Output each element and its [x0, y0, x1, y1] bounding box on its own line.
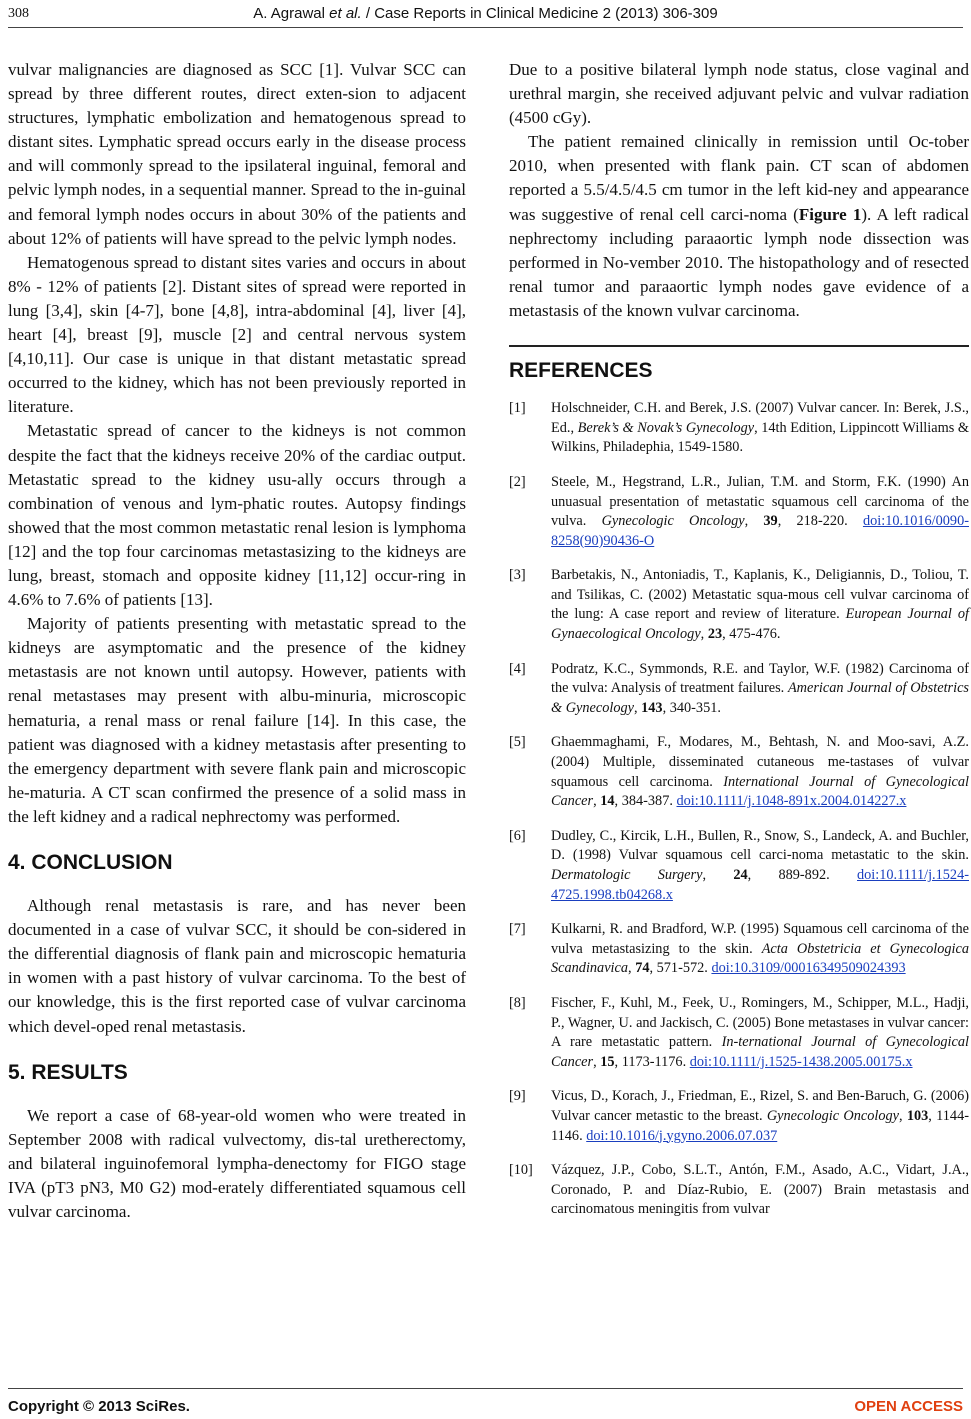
references-rule [509, 345, 969, 347]
reference-item: [5] Ghaemmaghami, F., Modares, M., Behtash, N. and Moo-savi, A.Z. (2004) Multiple, disseminated cutaneous me-tastases of vulvar squamous cell carcinoma. International Journal of Gynecological Cancer, 14, 384-387. doi:10.1111/j.1048-891x.2004.014227.x [509, 734, 970, 810]
paragraph: The patient remained clinically in remission until Oc-tober 2010, when presented with flank pain. CT scan of abdomen reported a 5.5/4.5/4.5 cm tumor in the left kid-ney and appearance was suggestive of renal cell carci-noma (Figure 1). A left radical nephrectomy including paraaortic lymph node dissection was performed in No-vember 2010. The histopathology and of resected renal tumor and paraaortic lymph nodes gave evidence of a metastasis of the known vulvar carcinoma. [509, 132, 969, 320]
section-heading-results: 5. RESULTS [8, 1060, 128, 1084]
paragraph: Hematogenous spread to distant sites varies and occurs in about 8% - 12% of patients [2]. Distant sites of spread were reported in lung [3,4], skin [4-7], bone [4,8], intra-abdominal [4], liver [4], heart [4], breast [9], muscle [2] and central nervous system [4,10,11]. Our case is unique in that distant metastatic spread occurred to the kidney, which has not been previously reported in literature. [8, 252, 466, 417]
page-header [0, 0, 971, 28]
paragraph: vulvar malignancies are diagnosed as SCC [1]. Vulvar SCC can spread by three different routes, direct exten-sion to adjacent structures, lymphatic embolization and hematogenous spread to distant sites. Lymphatic spread occurs early in the disease process and will commonly spread to the ipsilateral inguinal, femoral and pelvic lymph nodes, in a sequential manner. Spread to the in-guinal and femoral lymph nodes occurs in about 30% of the patients and about 12% of patients will have spread to the pelvic lymph nodes. [8, 60, 466, 248]
open-access-label: OPEN ACCESS [854, 1398, 963, 1415]
copyright-notice: Copyright © 2013 SciRes. [8, 1398, 190, 1415]
header-rule [8, 27, 963, 28]
reference-item: [8] Fischer, F., Kuhl, M., Feek, U., Romingers, M., Schipper, M.L., Hadji, P., Wagner, U. and Jackisch, C. (2005) Bone metastases in vulvar cancer: A rare metastatic pattern. In-ternational Journal of Gynecological Cancer, 15, 1173-1176. doi:10.1111/j.1525-1438.2005.00175.x [509, 994, 969, 1070]
doi-link[interactable]: doi:10.1111/j.1525-1438.2005.00175.x [689, 1053, 913, 1070]
paragraph: Metastatic spread of cancer to the kidneys is not common despite the fact that the kidneys receive 20% of the cardiac output. Metastatic spread to the kidney usu-ally occurs through a combination of venous and lym-phatic routes. Autopsy findings showed that the most common metastatic renal lesion is lymphoma [12] and the top four carcinomas metastasizing to the kidneys are lung, breast, stomach and opposite kidney [11,12] occur-ring in 4.6% to 7.6% of patients [13]. [8, 421, 466, 610]
reference-item: [10] Vázquez, J.P., Cobo, S.L.T., Antón, F.M., Asado, A.C., Vidart, J.A., Coronado, P. and Díaz-Rubio, E. (2007) Brain metastasis and carcinomatous meningitis from vulvar [509, 1162, 969, 1218]
running-title: A. Agrawal et al. / Case Reports in Clinical Medicine 2 (2013) 306-309 [253, 5, 718, 22]
reference-item: [3] Barbetakis, N., Antoniadis, T., Kaplanis, K., Deligiannis, D., Toliou, T. and Tsilikas, C. (2002) Metastatic squa-mous cell vulvar carcinoma of the lung: A case report and review of literature. European Journal of Gynaecological Oncology, 23, 475-476. [509, 567, 969, 643]
doi-link[interactable]: doi:10.1111/j.1048-891x.2004.014227.x [676, 793, 907, 810]
left-column [8, 58, 466, 1224]
footer-rule [8, 1388, 963, 1389]
right-column [509, 58, 969, 1235]
reference-item: [1] Holschneider, C.H. and Berek, J.S. (2007) Vulvar cancer. In: Berek, J.S., Ed., Berek’s & Novak’s Gynecology, 14th Edition, Lippincott Williams & Wilkins, Philadephia, 1549-1580. [509, 400, 969, 456]
doi-link[interactable]: doi:10.1016/j.ygyno.2006.07.037 [586, 1127, 778, 1144]
paragraph: Although renal metastasis is rare, and has never been documented in a case of vulvar SCC, it should be con-sidered in the differential diagnosis of flank pain and microscopic hematuria in women with a past history of vulvar carcinoma. To the best of our knowledge, this is the first reported case of vulvar carcinoma which devel-oped renal metastasis. [8, 896, 466, 1036]
reference-item: [9] Vicus, D., Korach, J., Friedman, E., Rizel, S. and Ben-Baruch, G. (2006) Vulvar cancer metastic to the breast. Gynecologic Oncology, 103, 1144-1146. doi:10.1016/j.ygyno.2006.07.037 [509, 1088, 969, 1144]
paragraph: Due to a positive bilateral lymph node status, close vaginal and urethral margin, she received adjuvant pelvic and vulvar radiation (4500 cGy). [509, 60, 969, 128]
section-heading-conclusion: 4. CONCLUSION [8, 851, 173, 874]
reference-item: [2] Steele, M., Hegstrand, L.R., Julian, T.M. and Storm, F.K. (1990) An unuasual presentation of metastatic squamous cell carcinoma of the vulva. Gynecologic Oncology, 39, 218-220. doi:10.1016/0090-8258(90)90436-O [509, 473, 969, 549]
reference-item: [4] Podratz, K.C., Symmonds, R.E. and Taylor, W.F. (1982) Carcinoma of the vulva: Analysis of treatment failures. American Journal of Obstetrics & Gynecology, 143, 340-351. [509, 660, 969, 716]
doi-link[interactable]: doi:10.1111/j.1524-4725.1998.tb04268.x [551, 867, 969, 903]
page-number: 308 [8, 6, 29, 21]
references-heading: REFERENCES [509, 359, 653, 383]
doi-link[interactable]: doi:10.1016/0090-8258(90)90436-O [551, 513, 969, 549]
reference-item: [7] Kulkarni, R. and Bradford, W.P. (1995) Squamous cell carcinoma of the vulva metastasizing to the skin. Acta Obstetricia et Gynecologica Scandinavica, 74, 571-572. doi:10.3109/00016349509024393 [509, 921, 969, 977]
paragraph: We report a case of 68-year-old women who were treated in September 2008 with radical vulvectomy, dis-tal uretherectomy, and bilateral inguinofemoral lympha-denectomy for FIGO stage IVA (pT3 pN3, M0 G2) mod-erately differentiated squamous cell vulvar carcinoma. [8, 1105, 466, 1222]
figure-reference: Figure 1 [798, 204, 862, 224]
reference-item: [6] Dudley, C., Kircik, L.H., Bullen, R., Snow, S., Landeck, A. and Buchler, D. (1998) Vulvar squamous cell carci-noma metastatic to the skin. Dermatologic Surgery, 24, 889-892. doi:10.1111/j.1524-4725.1998.tb04268.x [509, 827, 969, 903]
doi-link[interactable]: doi:10.3109/00016349509024393 [711, 960, 906, 977]
paragraph: Majority of patients presenting with metastatic spread to the kidneys are asymptomatic and the presence of the kidney metastasis are not known until autopsy. However, patients with renal metastases may present with albu-minuria, microscopic hematuria, a renal mass or renal failure [14]. In this case, the patient was diagnosed with a kidney metastasis after presenting to the emergency department with severe flank pain and microscopic he-maturia. A CT scan confirmed the presence of a solid mass in the left kidney and a radical nephrectomy was performed. [8, 614, 466, 826]
